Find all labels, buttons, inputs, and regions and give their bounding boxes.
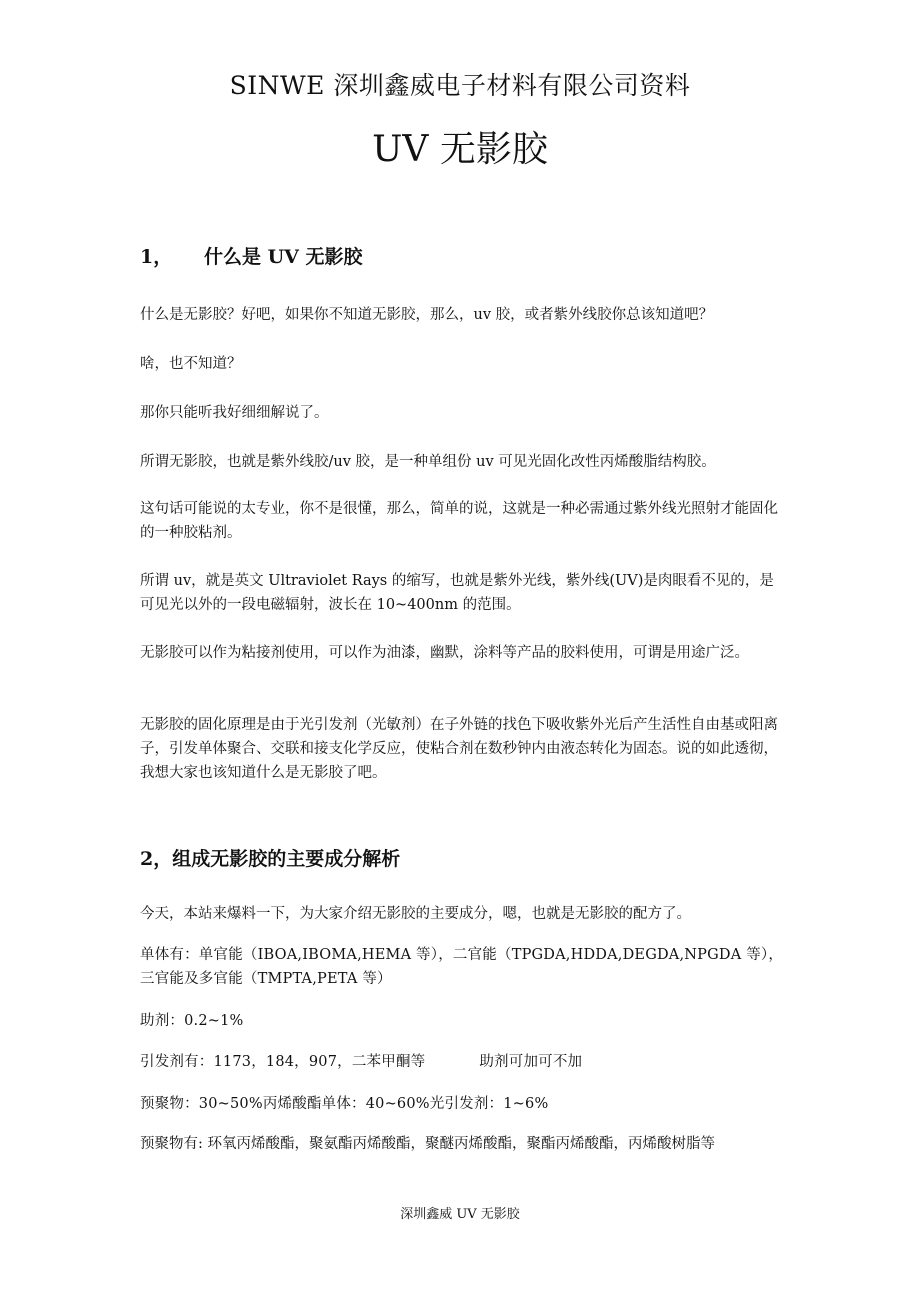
section-1-heading [140, 244, 785, 270]
paragraph [140, 1050, 785, 1074]
paragraph [140, 713, 785, 785]
paragraph [140, 641, 785, 665]
paragraph-text: 无影胶可以作为粘接剂使用，可以作为油漆，幽默，涂料等产品的胶料使用，可谓是用途广泛。 [140, 645, 749, 661]
document-title: UV 无影胶 [372, 129, 548, 170]
paragraph [140, 943, 785, 991]
paragraph [140, 1092, 785, 1116]
paragraph [140, 1132, 785, 1156]
section-2-title: 2，组成无影胶的主要成分解析 [140, 848, 401, 870]
ratio-text: 预聚物：30~50%丙烯酸酯单体：40~60%光引发剂：1~6% [140, 1096, 549, 1112]
paragraph-text: 所谓无影胶，也就是紫外线胶/uv 胶，是一种单组份 uv 可见光固化改性丙烯酸脂结构胶。 [140, 454, 716, 470]
paragraph-text: 什么是无影胶？好吧，如果你不知道无影胶，那么，uv 胶，或者紫外线胶你总该知道吧？ [140, 307, 714, 323]
paragraph [140, 450, 785, 474]
paragraph [140, 497, 785, 545]
additive-text: 助剂：0.2~1% [140, 1013, 244, 1029]
paragraph-text: 这句话可能说的太专业，你不是很懂，那么，简单的说，这就是一种必需通过紫外线光照射才能固化的一种胶粘剂。 [140, 501, 778, 541]
section-1-number: 1， [140, 246, 173, 268]
paragraph [140, 569, 785, 617]
initiator-note: 助剂可加可不加 [479, 1054, 583, 1070]
paragraph [140, 1009, 785, 1033]
paragraph [140, 352, 785, 376]
intro-text: 今天，本站来爆料一下，为大家介绍无影胶的主要成分，嗯，也就是无影胶的配方了。 [140, 906, 691, 922]
initiator-text: 引发剂有：1173，184，907，二苯甲酮等 [140, 1054, 426, 1070]
section-1-title: 什么是 UV 无影胶 [204, 246, 363, 268]
paragraph-text: 无影胶的固化原理是由于光引发剂（光敏剂）在子外链的找色下吸收紫外光后产生活性自由基或阳离子，引发单体聚合、交联和接支化学反应，使粘合剂在数秒钟内由液态转化为固态。说的如此透彻，我想大家也该知道什么是无影胶了吧。 [140, 717, 778, 781]
paragraph-text: 那你只能听我好细细解说了。 [140, 405, 329, 421]
paragraph-text: 所谓 uv，就是英文 Ultraviolet Rays 的缩写，也就是紫外光线，紫外线(UV)是肉眼看不见的，是可见光以外的一段电磁辐射，波长在 10~400nm 的范围。 [140, 573, 774, 613]
company-header: SINWE 深圳鑫威电子材料有限公司资料 [229, 71, 691, 100]
prepolymers-text: 预聚物有: 环氧丙烯酸酯，聚氨酯丙烯酸酯，聚醚丙烯酸酯，聚酯丙烯酸酯，丙烯酸树脂等 [140, 1136, 715, 1152]
page-footer: 深圳鑫威 UV 无影胶 [400, 1207, 520, 1222]
paragraph-text: 啥，也不知道？ [140, 356, 242, 372]
monomers-text: 单体有：单官能（IBOA,IBOMA,HEMA 等），二官能（TPGDA,HDDA,DEGDA,NPGDA 等），三官能及多官能（TMPTA,PETA 等） [140, 947, 784, 987]
paragraph [140, 401, 785, 425]
paragraph [140, 902, 785, 926]
paragraph [140, 303, 785, 327]
section-2-heading [140, 846, 785, 872]
